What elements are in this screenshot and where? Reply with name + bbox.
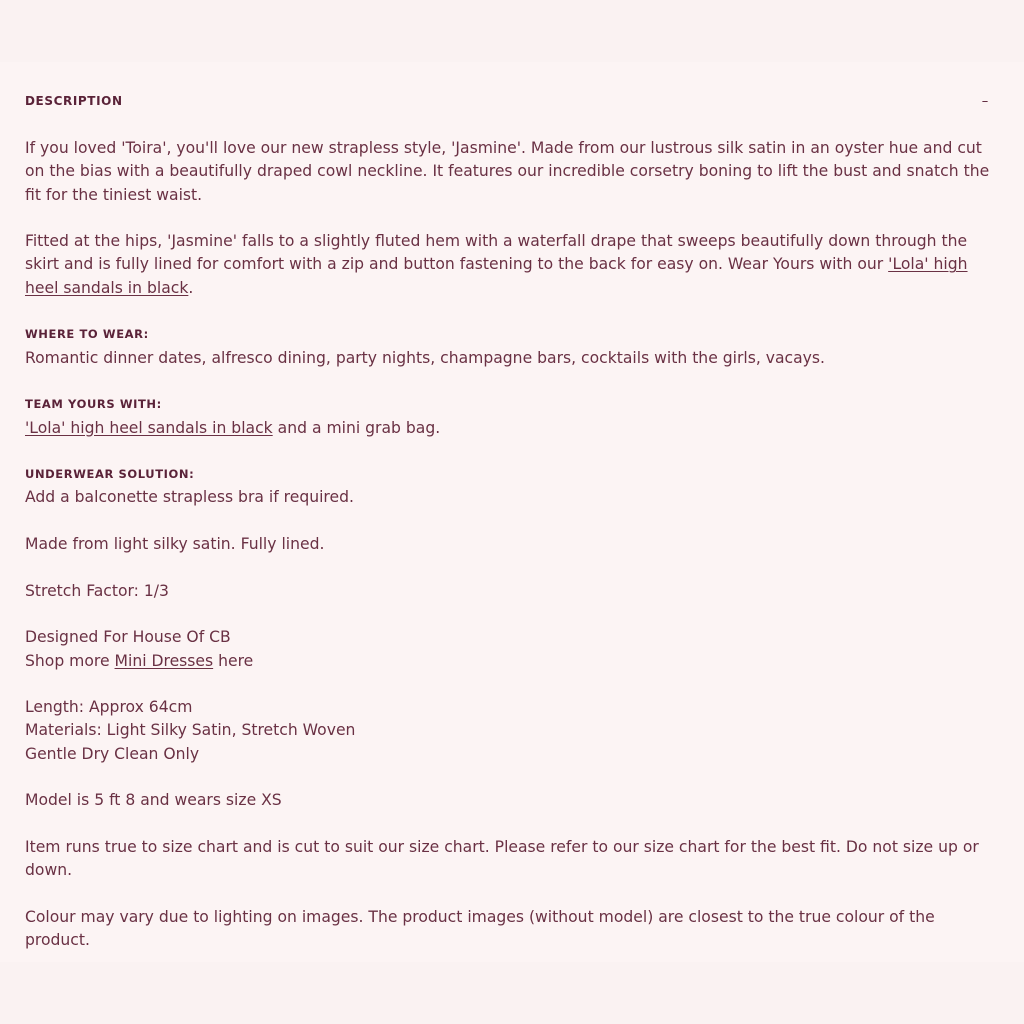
care-text: Gentle Dry Clean Only [25, 744, 200, 763]
intro-line: If you loved 'Toira', you'll love our new strapless style, 'Jasmine'. Made from our lustrous silk satin in an oyster hue and cut [25, 139, 982, 157]
materials-text: Materials: Light Silky Satin, Stretch Woven [25, 721, 356, 740]
lola-sandals-link[interactable]: 'Lola' high [888, 255, 968, 274]
length-text: Length: Approx 64cm [25, 698, 193, 717]
intro-line: on the bias with a beautifully draped cowl neckline. It features our incredible corsetry boning to lift the bust and snatch the [25, 162, 990, 181]
shop-more-line [25, 650, 1000, 673]
description-body [25, 137, 1000, 952]
size-note-line: Item runs true to size chart and is cut to suit our size chart. Please refer to our size chart for the best fit. Do not size up or [25, 837, 979, 856]
underwear-heading: UNDERWEAR SOLUTION: [25, 467, 195, 482]
fitted-paragraph [25, 230, 1000, 300]
team-with-text: and a mini grab bag. [272, 418, 441, 437]
colour-note-line: Colour may vary due to lighting on images. The product images (without model) are closest to the true colour of the [25, 907, 935, 926]
team-lola-sandals-link[interactable]: 'Lola' high heel sandals in black [25, 418, 273, 437]
colour-note-paragraph [25, 906, 1000, 953]
lola-sandals-link-cont[interactable]: heel sandals in black [25, 278, 189, 297]
colour-note-line: product. [25, 931, 90, 950]
fitted-line-text: skirt and is fully lined for comfort with a zip and button fastening to the back for easy on. Wear Yours with our [25, 255, 889, 274]
underwear-section [25, 463, 1000, 510]
description-accordion-header[interactable] [25, 90, 1000, 112]
team-with-heading: TEAM YOURS WITH: [25, 397, 162, 412]
stretch-paragraph [25, 580, 1000, 603]
model-paragraph [25, 789, 1000, 812]
specs-paragraph [25, 696, 1000, 766]
fabric-paragraph [25, 533, 1000, 556]
size-note-paragraph [25, 836, 1000, 883]
fitted-line [25, 277, 1000, 300]
top-band [0, 0, 1024, 62]
team-with-section [25, 393, 1000, 440]
intro-paragraph [25, 137, 1000, 207]
fitted-line: Fitted at the hips, 'Jasmine' falls to a slightly fluted hem with a waterfall drape that sweeps beautifully down through the [25, 232, 968, 251]
shop-more-pre: Shop more [25, 651, 115, 670]
fitted-line [25, 253, 1000, 276]
designed-for-text: Designed For House Of CB [25, 628, 231, 647]
description-panel [25, 90, 1000, 976]
intro-line: fit for the tiniest waist. [25, 185, 203, 204]
shop-more-post: here [213, 651, 254, 670]
size-note-line: down. [25, 861, 73, 880]
bottom-band [0, 962, 1024, 1024]
description-title: DESCRIPTION [25, 94, 123, 108]
where-to-wear-text: Romantic dinner dates, alfresco dining, party nights, champagne bars, cocktails with the girls, vacays. [25, 348, 825, 367]
fitted-line-end: . [188, 278, 194, 297]
team-with-line [25, 417, 1000, 440]
collapse-icon[interactable]: – [981, 93, 989, 109]
where-to-wear-heading: WHERE TO WEAR: [25, 327, 149, 342]
underwear-text: Add a balconette strapless bra if required. [25, 488, 354, 507]
model-text: Model is 5 ft 8 and wears size XS [25, 791, 282, 810]
stretch-factor-text: Stretch Factor: 1/3 [25, 581, 169, 600]
mini-dresses-link[interactable]: Mini Dresses [114, 651, 214, 670]
where-to-wear-section [25, 323, 1000, 370]
designed-paragraph [25, 626, 1000, 673]
fabric-text: Made from light silky satin. Fully lined. [25, 535, 325, 554]
